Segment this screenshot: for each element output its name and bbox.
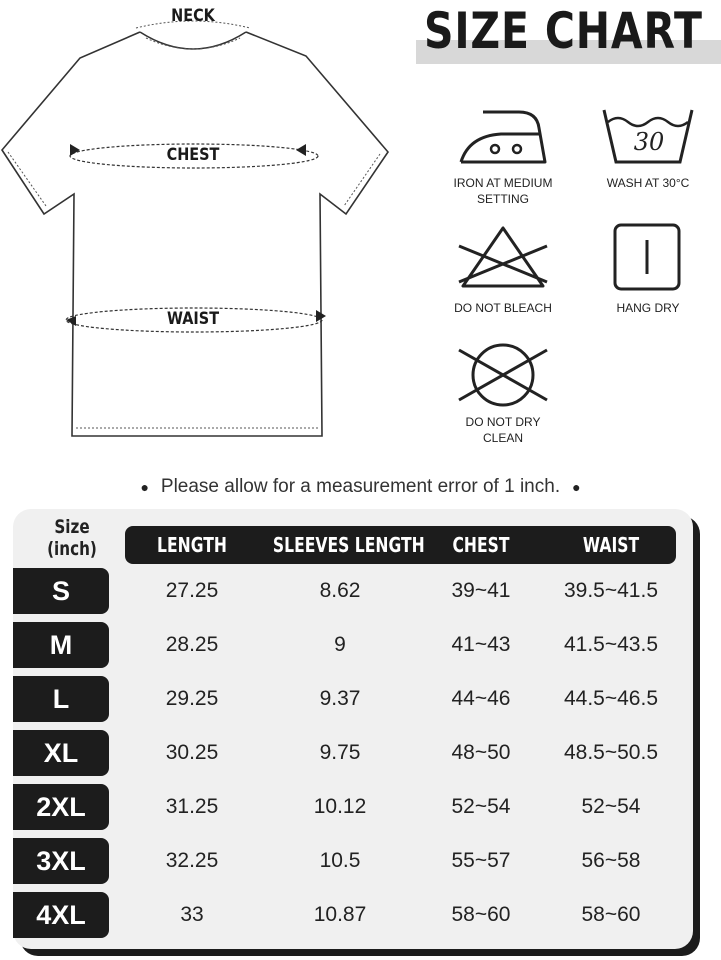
cell-waist: 56~58 — [581, 849, 641, 872]
neck-label: NECK — [171, 6, 215, 26]
size-header-unit: (inch) — [47, 538, 97, 560]
size-tab-4xl: 4XL — [13, 892, 109, 938]
hang-dry-caption: HANG DRY — [616, 301, 680, 315]
tshirt-outline — [2, 32, 388, 436]
cell-chest: 55~57 — [451, 849, 511, 872]
cell-waist: 58~60 — [581, 903, 641, 926]
cell-length: 31.25 — [165, 795, 219, 818]
collar-stitch — [146, 38, 240, 49]
cell-sleeves-length: 8.62 — [319, 579, 361, 602]
bullet-icon: ● — [140, 478, 149, 495]
size-tab-3xl: 3XL — [13, 838, 109, 884]
cell-sleeves-length: 9 — [334, 633, 346, 656]
cell-waist: 48.5~50.5 — [563, 741, 658, 764]
no-dry-clean-icon — [455, 342, 551, 408]
no-bleach-caption: DO NOT BLEACH — [454, 301, 552, 315]
cell-length: 27.25 — [165, 579, 219, 602]
size-column-header — [38, 516, 105, 560]
cell-sleeves-length: 10.12 — [313, 795, 367, 818]
iron-icon — [455, 104, 551, 170]
cell-chest: 52~54 — [451, 795, 511, 818]
cell-chest: 39~41 — [451, 579, 511, 602]
col-header-waist: WAIST — [582, 533, 640, 557]
col-header-sleeves-length: SLEEVES LENGTH — [272, 533, 425, 557]
hang-dry-icon — [612, 222, 682, 292]
size-tab-2xl: 2XL — [13, 784, 109, 830]
cell-sleeves-length: 10.5 — [319, 849, 361, 872]
bullet-icon: ● — [572, 478, 581, 495]
right-sleeve-stitch — [344, 154, 380, 206]
waist-label: WAIST — [166, 309, 220, 329]
cell-sleeves-length: 9.75 — [319, 741, 361, 764]
cell-waist: 39.5~41.5 — [563, 579, 658, 602]
col-header-chest: CHEST — [452, 533, 510, 557]
size-tab-xl: XL — [13, 730, 109, 776]
wash-icon — [600, 104, 696, 170]
measurement-note — [0, 476, 721, 498]
cell-waist: 52~54 — [581, 795, 641, 818]
cell-sleeves-length: 9.37 — [319, 687, 361, 710]
cell-length: 29.25 — [165, 687, 219, 710]
size-tab-s: S — [13, 568, 109, 614]
size-header-line: Size — [54, 516, 90, 538]
tshirt-diagram — [0, 0, 400, 450]
svg-text:30: 30 — [633, 128, 665, 156]
page-title: SIZE CHART — [424, 2, 703, 60]
no-dry-clean-caption: DO NOT DRY CLEAN — [465, 415, 541, 445]
cell-length: 30.25 — [165, 741, 219, 764]
cell-waist: 41.5~43.5 — [563, 633, 658, 656]
cell-chest: 41~43 — [451, 633, 511, 656]
cell-chest: 44~46 — [451, 687, 511, 710]
size-tab-m: M — [13, 622, 109, 668]
col-header-length: LENGTH — [157, 533, 227, 557]
chest-arrow-right — [296, 144, 306, 156]
cell-chest: 58~60 — [451, 903, 511, 926]
left-sleeve-stitch — [8, 152, 46, 206]
cell-length: 33 — [180, 903, 204, 926]
no-bleach-icon — [455, 224, 551, 290]
cell-waist: 44.5~46.5 — [563, 687, 658, 710]
collar-outer — [140, 32, 246, 49]
size-tab-l: L — [13, 676, 109, 722]
iron-caption: IRON AT MEDIUM SETTING — [453, 176, 553, 206]
wash-caption: WASH AT 30°C — [606, 176, 690, 190]
measurement-note-text: Please allow for a measurement error of 1 inch. — [160, 476, 561, 497]
cell-sleeves-length: 10.87 — [313, 903, 367, 926]
chest-arrow-left — [70, 144, 80, 156]
cell-chest: 48~50 — [451, 741, 511, 764]
cell-length: 28.25 — [165, 633, 219, 656]
chest-label: CHEST — [166, 145, 220, 165]
cell-length: 32.25 — [165, 849, 219, 872]
